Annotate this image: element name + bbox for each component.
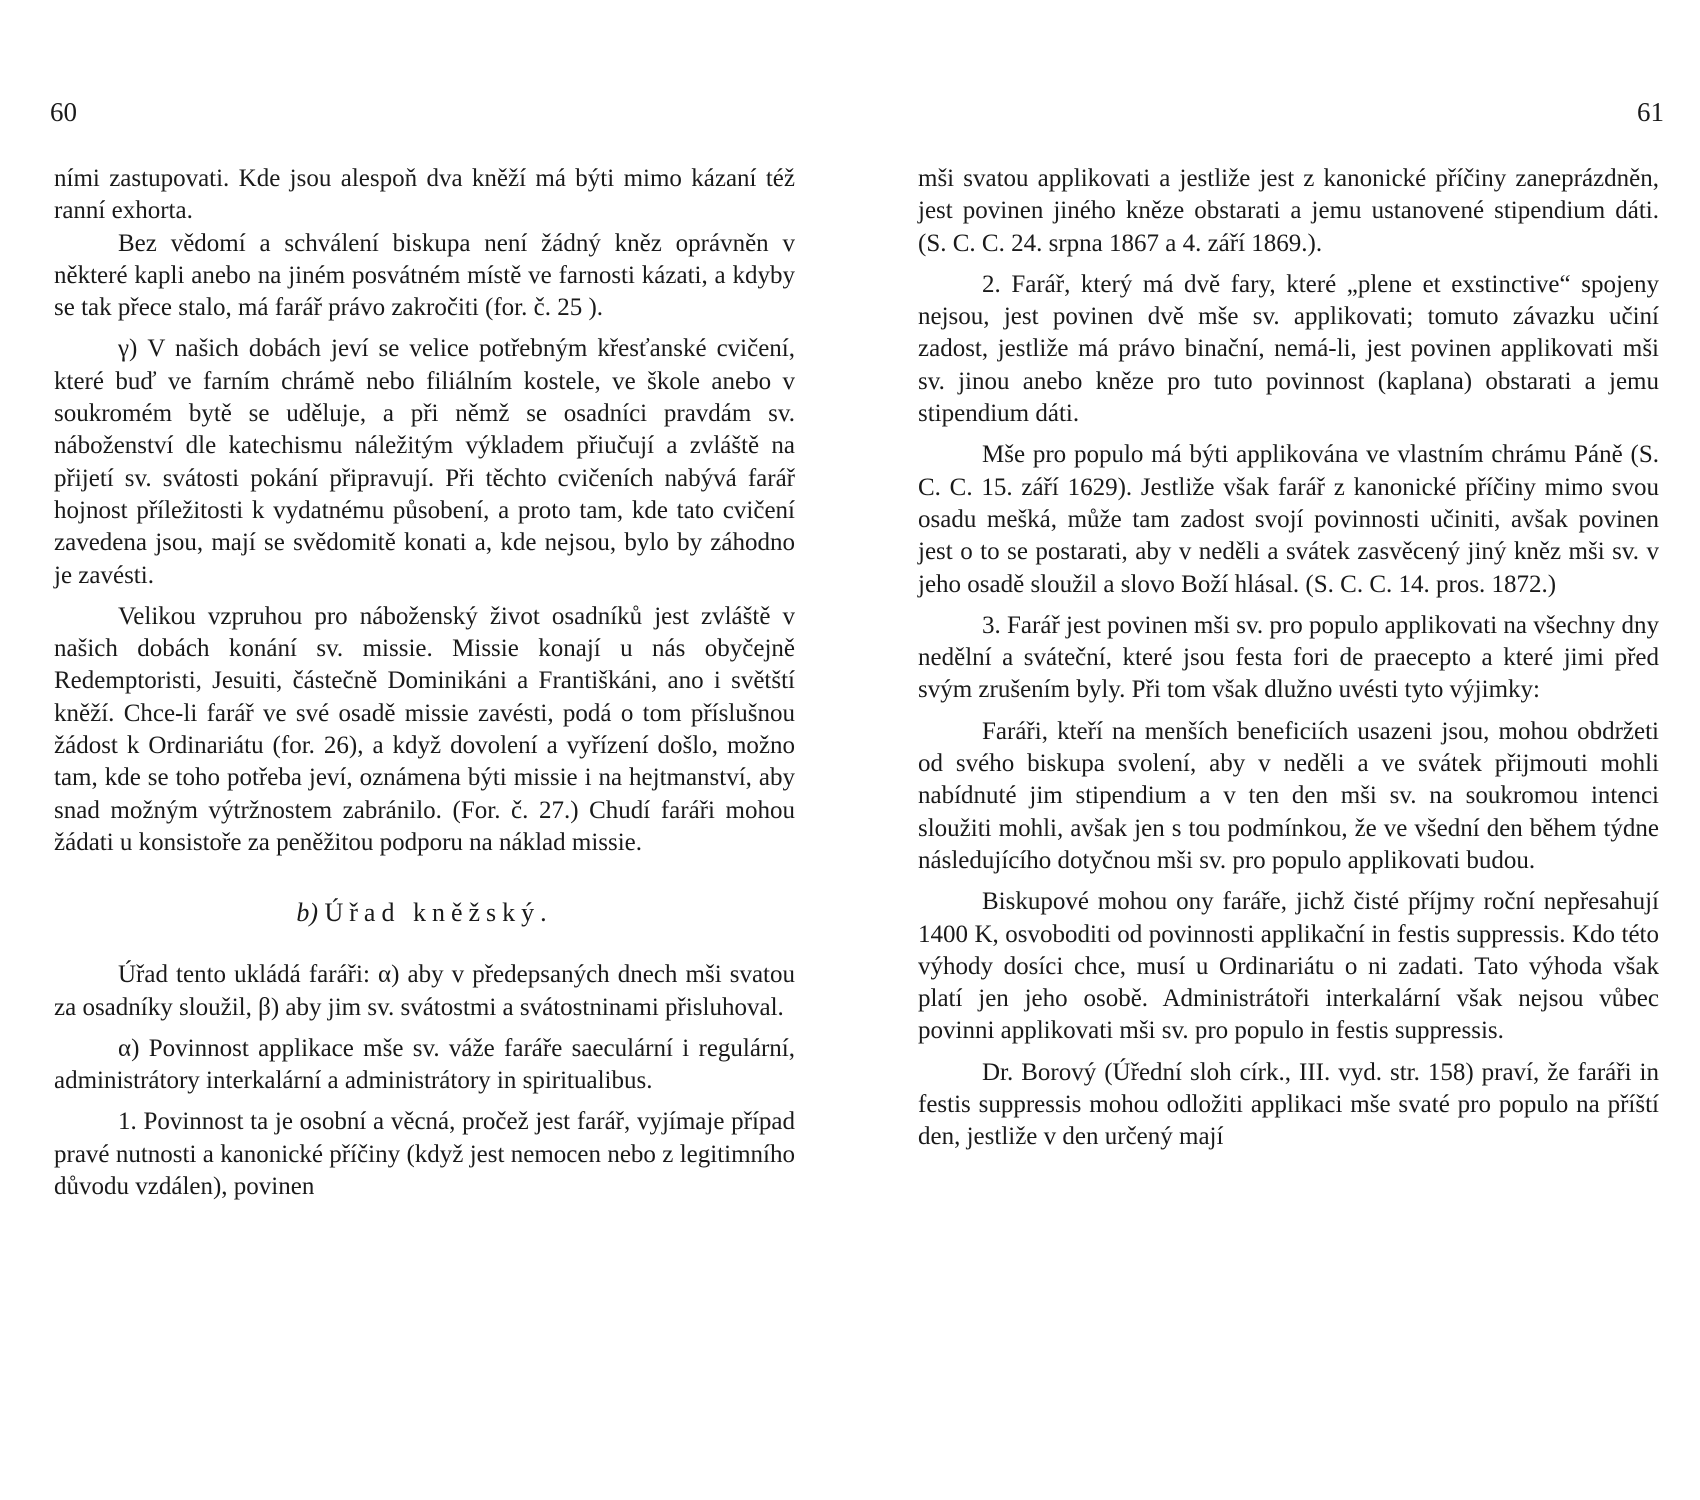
- paragraph: ními zastupovati. Kde jsou alespoň dva kněží má býti mimo kázaní též ranní exhorta.: [54, 165, 795, 225]
- section-heading: [54, 897, 795, 929]
- paragraph: 3. Farář jest povinen mši sv. pro populo applikovati na všechny dny nedělní a sváteční, které jsou festa fori de praecepto a které jimi před svým zrušením byly. Při tom však dlužno uvésti tyto výjimky:: [918, 611, 1659, 704]
- paragraph: Dr. Borový (Úřední sloh círk., III. vyd. str. 158) praví, že faráři in festis suppressis mohou odložiti applikaci mše svaté pro populo na příští den, jestliže v den určený mají: [918, 1058, 1659, 1151]
- paragraph: Velikou vzpruhou pro náboženský život osadníků jest zvláště v našich dobách konání sv. missie. Missie konají u nás obyčejně Redemptoristi, Jesuiti, částečně Dominikáni a Františkáni, ano i světští kněží. Chce-li farář ve své osadě missie zavésti, podá o tom příslušnou žádost k Ordinariátu (for. 26), a když dovolení a vyřízení došlo, možno tam, kde se toho potřeba jeví, oznámena býti missie i na hejtmanství, aby snad možným výtržnostem zabránilo. (For. č. 27.) Chudí faráři mohou žádati u konsistoře za peněžitou podporu na náklad missie.: [54, 602, 795, 856]
- paragraph: Bez vědomí a schválení biskupa není žádný kněz oprávněn v některé kapli anebo na jiném posvátném místě ve farnosti kázati, a kdyby se tak přece stalo, má farář právo zakročiti (for. č. 25 ).: [54, 229, 795, 322]
- page-number-left: 60: [50, 97, 77, 127]
- right-page: [850, 0, 1700, 1500]
- section-heading-title: Úřad kněžský.: [324, 898, 553, 928]
- paragraph: mši svatou applikovati a jestliže jest z kanonické příčiny zaneprázdněn, jest povinen jiného kněze obstarati a jemu ustanovené stipendium dáti. (S. C. C. 24. srpna 1867 a 4. září 1869.).: [918, 165, 1659, 257]
- paragraph: 1. Povinnost ta je osobní a věcná, pročež jest farář, vyjímaje případ pravé nutnosti a kanonické příčiny (když jest nemocen nebo z legitimního důvodu vzdálen), povinen: [54, 1108, 795, 1201]
- left-page-text: [54, 163, 795, 1203]
- page-number-right: 61: [1637, 97, 1664, 127]
- paragraph: 2. Farář, který má dvě fary, které „plene et exstinctive“ spojeny nejsou, jest povinen dvě mše sv. applikovati; tomuto závazku učiní zadost, jestliže má právo binační, nemá-li, jest povinen applikovati mši sv. jinou anebo kněze pro tuto povinnost (kaplana) obstarati a jemu stipendium dáti.: [918, 270, 1659, 428]
- paragraph: Biskupové mohou ony faráře, jichž čisté příjmy roční nepřesahují 1400 K, osvoboditi od povinnosti applikační in festis suppressis. Kdo této výhody dosíci chce, musí u Ordinariátu o ni zadati. Tato výhoda však platí jen jeho osobě. Administrátoři interkalární však nejsou vůbec povinni applikovati mši sv. pro populo in festis suppressis.: [918, 888, 1659, 1045]
- paragraph: α) Povinnost applikace mše sv. váže faráře saeculární i regulární, administrátory interkalární a administrátory in spiritualibus.: [54, 1034, 795, 1095]
- section-heading-letter: b): [296, 898, 318, 928]
- paragraph: Faráři, kteří na menších beneficiích usazeni jsou, mohou obdržeti od svého biskupa svolení, aby v neděli a ve svátek přijmouti mohli nabídnuté jim stipendium a v ten den mši sv. na soukromou intenci sloužiti mohli, avšak jen s tou podmínkou, že ve všední den během týdne následujícího dotyčnou mši sv. pro populo applikovati budou.: [918, 717, 1659, 874]
- paragraph: γ) V našich dobách jeví se velice potřebným křesťanské cvičení, které buď ve farním chrámě nebo filiálním kostele, ve škole anebo v soukromém bytě se uděluje, a při němž se osadníci pravdám sv. náboženství dle katechismu náležitým výkladem přiučují a zvláště na přijetí sv. svátosti pokání připravují. Při těchto cvičeních nabývá farář hojnost příležitosti k vydatnému působení, a proto tam, kde tato cvičení zavedena jsou, mají se svědomitě konati a, kde nejsou, bylo by záhodno je zavésti.: [54, 335, 795, 589]
- paragraph: Úřad tento ukládá faráři: α) aby v předepsaných dnech mši svatou za osadníky sloužil, β) aby jim sv. svátostmi a svátostninami přisluhoval.: [54, 961, 795, 1021]
- right-page-text: [918, 163, 1659, 1154]
- paragraph: Mše pro populo má býti applikována ve vlastním chrámu Páně (S. C. C. 15. září 1629). Jestliže však farář z kanonické příčiny mimo svou osadu mešká, může tam zadost svojí povinnosti učiniti, avšak povinen jest o to se postarati, aby v neděli a svátek zasvěcený jiný kněz mši sv. v jeho osadě sloužil a slovo Boží hlásal. (S. C. C. 14. pros. 1872.): [918, 441, 1659, 598]
